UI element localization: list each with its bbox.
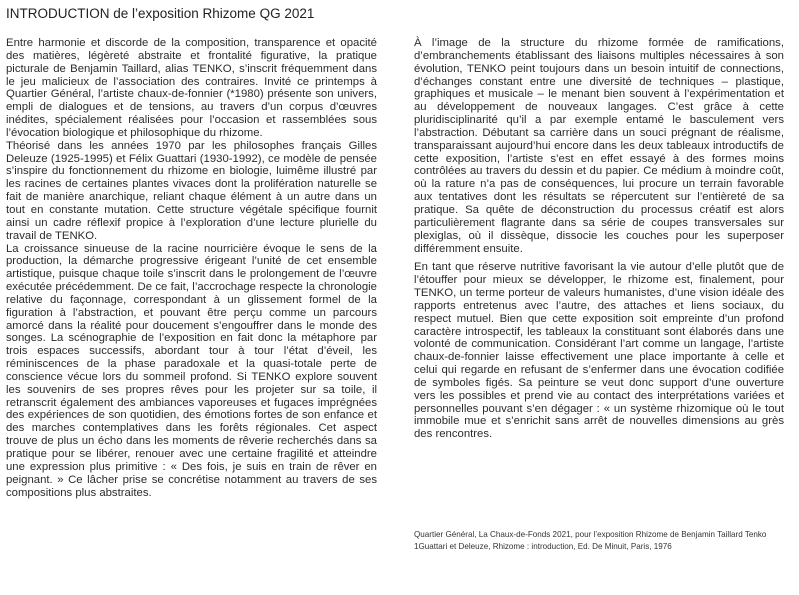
document-title: INTRODUCTION de l’exposition Rhizome QG 2021 [6, 6, 315, 21]
paragraph-intro: Entre harmonie et discorde de la composition, transparence et opacité des matières, légèreté abstraite et frontalité figurative, la pratique picturale de Benjamin Taillard, alias TENKO, s’inscrit fréquemment dans le jeu malicieux de l’association des contraires. Invité ce printemps à Quartier Général, l’artiste chaux-de-fonnier (*1980) présente son univers, empli de dialogues et de tensions, au travers d’un corpus d’œuvres inédites, spécialement réalisées pour l’occasion et rassemblées sous l’évocation biologique et philosophique du rhizome. [6, 37, 377, 139]
paragraph-rhizome-theory: Théorisé dans les années 1970 par les philosophes français Gilles Deleuze (1925-1995) et Félix Guattari (1930-1992), ce modèle de pensée s’inspire du fonctionnement du rhizome en biologie, luimême illustré par les racines de certaines plantes vivaces dont la prolifération naturelle se fait de manière anarchique, reliant chaque élément à un autre dans un tout en constante mutation. Cette structure végétale spécifique fournit ainsi un cadre réflexif propice à l’exploration d’une lecture plurielle du travail de TENKO. [6, 139, 377, 242]
right-column [414, 37, 784, 441]
footnotes [414, 530, 784, 552]
left-column [6, 37, 377, 499]
paragraph-humanist-values: En tant que réserve nutritive favorisant la vie autour d’elle plutôt que de l’étouffer pour mieux se développer, le rhizome est, finalement, pour TENKO, un terme porteur de valeurs humanistes, d’une vision idéale des rapports entretenus avec l’autre, des attaches et liens sociaux, du respect mutuel. Bien que cette exposition soit empreinte d’un profond caractère introspectif, les tableaux la constituant sont élaborés dans une volonté de communication. Considérant l’art comme un langage, l’artiste chaux-de-fonnier laisse effectivement une place importante à celle et celui qui regarde en refusant de s’enfermer dans une évocation codifiée de symboles figés. Sa peinture se veut donc support d’une ouverture vers les possibles et prend vie au contact des interprétations variées et personnelles pouvant s’en dégager : « un système rhizomique où le tout immobile mue et s’enrichit sans arrêt de nouvelles dimensions au grès des rencontres. [414, 261, 784, 441]
footnote-reference: 1Guattari et Deleuze, Rhizome : introduction, Ed. De Minuit, Paris, 1976 [414, 542, 672, 552]
paragraph-ramifications: À l’image de la structure du rhizome formée de ramifications, d’embranchements établissant des liaisons multiples nécessaires à son évolution, TENKO peint toujours dans un besoin intuitif de connections, d’échanges constant entre une diversité de techniques – plastique, graphiques et musicale – le menant bien souvent à l’expérimentation et au développement de nouveaux langages. C’est grâce à cette pluridisciplinarité qu’il a par exemple entamé le basculement vers l’abstraction. Débutant sa carrière dans un souci prégnant de réalisme, transparaissant aujourd’hui encore dans les deux tableaux introductifs de cette exposition, l’artiste s’est en effet essayé à des formes moins contrôlées au travers du dessin et du papier. Ce médium à moindre coût, où la rature n’a pas de conséquences, lui procure un terrain favorable aux tentatives dont les résultats se répercutent sur l’entièreté de sa pratique. Sa quête de déconstruction du processus créatif est alors particulièrement flagrante dans sa série de coupes transversales sur plexiglas, où il dissèque, dissocie les couches pour les superposer différemment ensuite. [414, 37, 784, 255]
footnote-credit: Quartier Général, La Chaux-de-Fonds 2021, pour l’exposition Rhizome de Benjamin Taillard Tenko [414, 530, 767, 539]
paragraph-growth-scenography: La croissance sinueuse de la racine nourricière évoque le sens de la production, la démarche progressive érigeant l’unité de cet ensemble artistique, puisque chaque toile s’inscrit dans le prolongement de l’œuvre exécutée précédemment. De ce fait, l’accrochage respecte la chronologie relative du façonnage, correspondant à un glissement formel de la figuration à l’abstraction, et pouvant être perçu comme un parcours amorcé dans la réalité pour doucement s’engouffrer dans le monde des songes. La scénographie de l’exposition en fait donc la métaphore par trois espaces successifs, abordant tour à tour l’état d’éveil, les réminiscences de la phase paradoxale et la quasi-totale perte de conscience vécue lors du sommeil profond. Si TENKO explore souvent les souvenirs de ses propres rêves pour les projeter sur sa toile, il retranscrit également des ambiances vaporeuses et fugaces imprégnées des expériences de son quotidien, des émotions fortes de son enfance et des marches contemplatives dans les forêts régionales. Cet aspect trouve de plus un écho dans les moments de rêverie recherchés dans sa pratique pour se libérer, renouer avec une certaine fragilité et atteindre une expression plus primitive : « Des fois, je suis en train de rêver en peignant. » Ce lâcher prise se concrétise notamment au travers de ses compositions plus abstraites. [6, 242, 377, 499]
